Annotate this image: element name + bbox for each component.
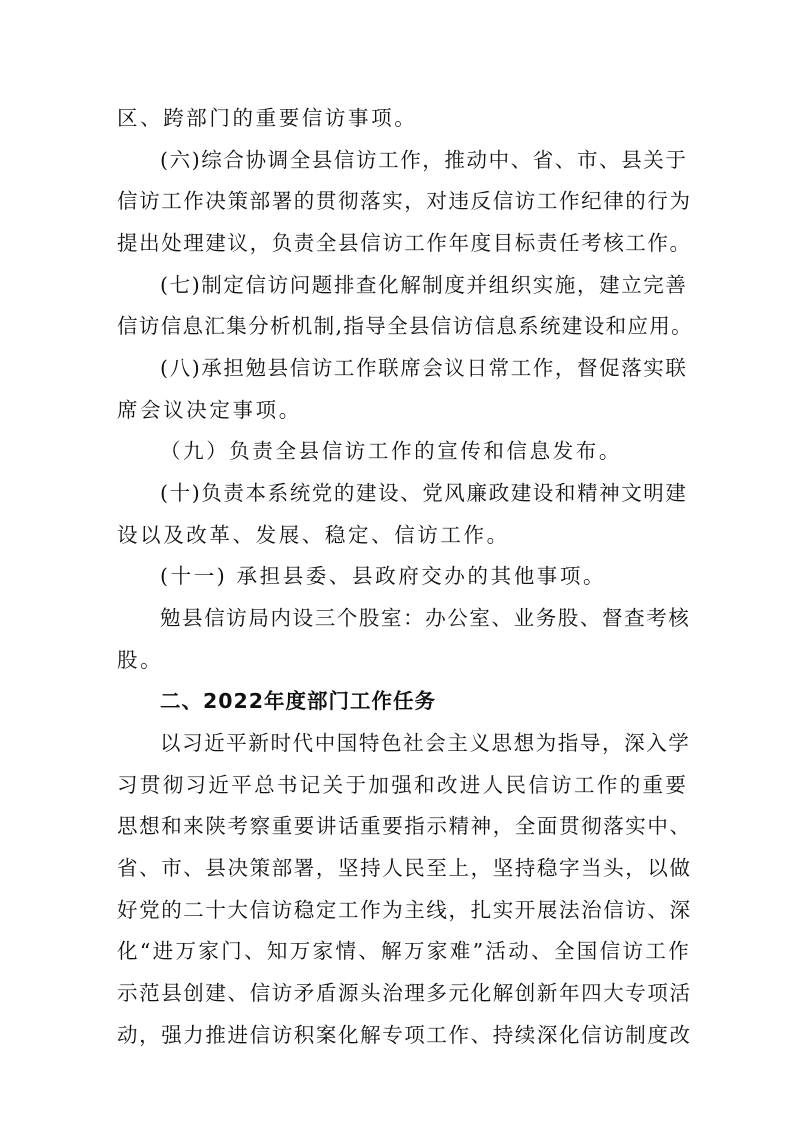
section-heading: 二、2022年度部门工作任务 [160,689,437,713]
text-line: （九）负责全县信访工作的宣传和信息发布。 [160,439,622,463]
text-line: 区、跨部门的重要信访事项。 [117,106,418,130]
text-line: 席会议决定事项。 [117,398,302,422]
text-line: 省、市、县决策部署，坚持人民至上，坚持稳字当头，以做 [117,856,692,880]
text-line: 习贯彻习近平总书记关于加强和改进人民信访工作的重要 [117,773,689,797]
text-line: 设以及改革、发展、稳定、信访工作。 [117,523,510,547]
text-line: 动，强力推进信访积案化解专项工作、持续深化信访制度改 [117,1023,692,1047]
text-line: 思想和来陕考察重要讲话重要指示精神，全面贯彻落实中、 [117,814,692,838]
text-line: 提出处理建议，负责全县信访工作年度目标责任考核工作。 [117,231,692,255]
text-line: 化“进万家门、知万家情、解万家难”活动、全国信访工作 [117,939,692,963]
text-line: 股。 [117,648,164,672]
text-line: 好党的二十大信访稳定工作为主线，扎实开展法治信访、深 [117,898,692,922]
text-line: (十一) 承担县委、县政府交办的其他事项。 [160,564,607,588]
text-line: 信访信息汇集分析机制,指导全县信访信息系统建设和应用。 [117,314,693,338]
text-line: 勉县信访局内设三个股室：办公室、业务股、督查考核 [160,606,691,630]
text-line: (十)负责本系统党的建设、党风廉政建设和精神文明建 [160,481,688,505]
text-line: (七)制定信访问题排查化解制度并组织实施，建立完善 [160,273,688,297]
text-line: (八)承担勉县信访工作联席会议日常工作，督促落实联 [160,356,688,380]
text-line: 信访工作决策部署的贯彻落实，对违反信访工作纪律的行为 [117,189,692,213]
text-line: 以习近平新时代中国特色社会主义思想为指导，深入学 [160,731,691,755]
text-line: 示范县创建、信访矛盾源头治理多元化解创新年四大专项活 [117,981,692,1005]
text-line: (六)综合协调全县信访工作，推动中、省、市、县关于 [160,148,688,172]
